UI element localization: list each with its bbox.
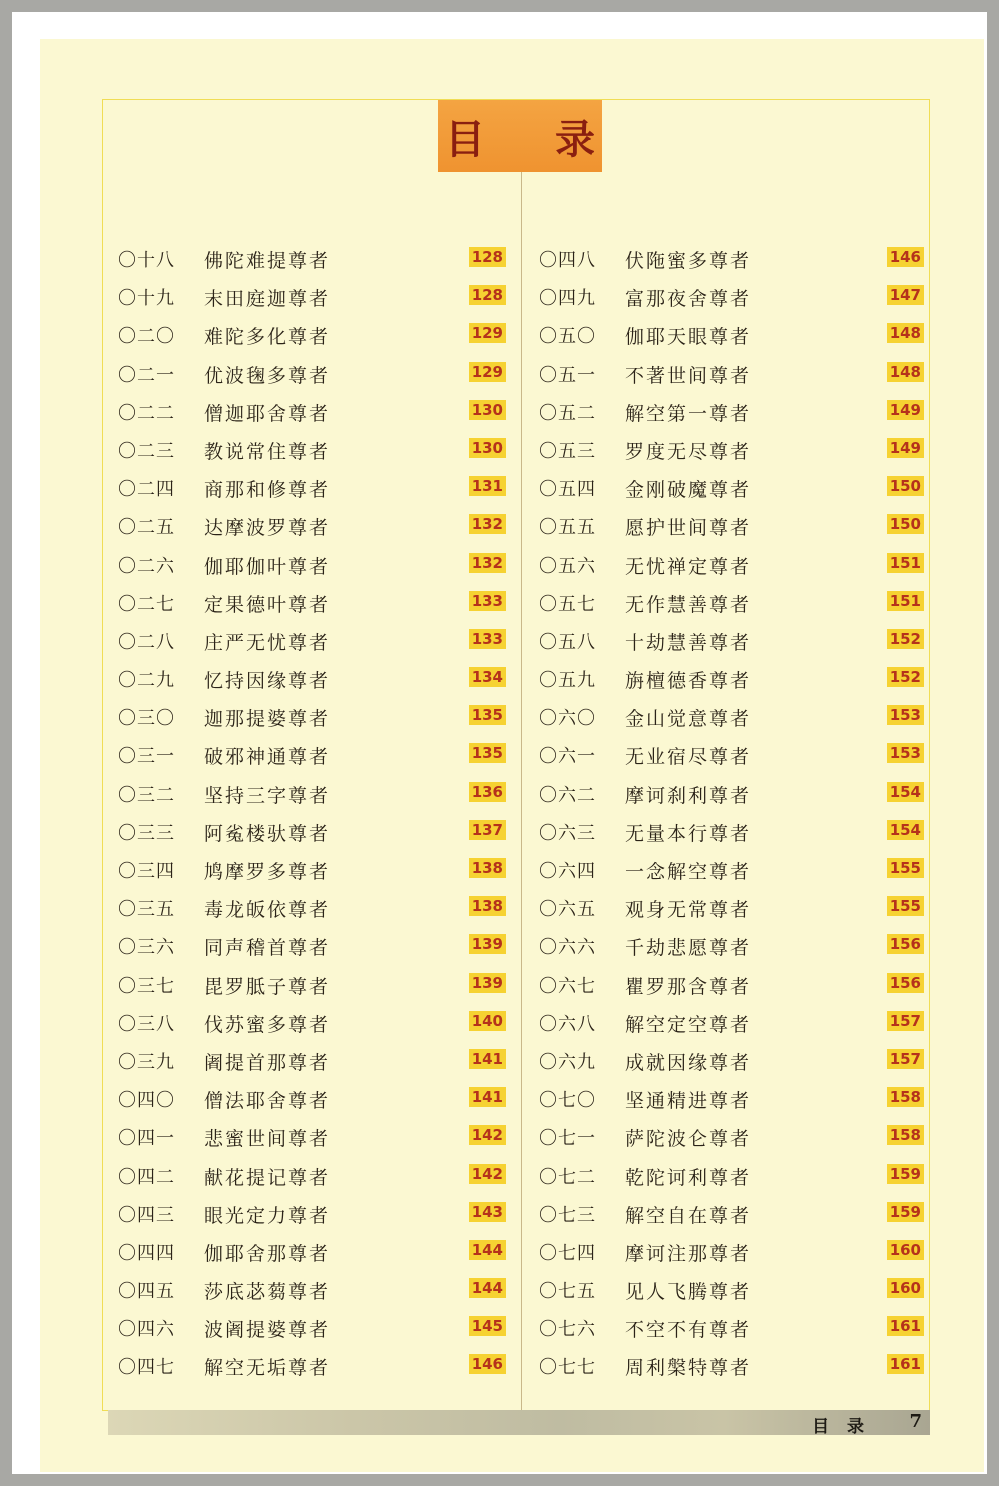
entry-page-number: 135 [469,743,506,763]
toc-entry[interactable] [118,1353,506,1391]
toc-entry[interactable] [118,1163,506,1201]
entry-number: 〇五八 [539,631,596,653]
entry-page-number: 145 [469,1316,506,1336]
entry-page-number: 161 [887,1316,924,1336]
entry-number: 〇六二 [539,784,596,806]
toc-entry[interactable] [539,437,924,475]
entry-title: 伐苏蜜多尊者 [204,1013,331,1036]
entry-page-number: 130 [469,400,506,420]
entry-page-number: 150 [887,514,924,534]
entry-number: 〇二三 [118,440,175,462]
toc-entry[interactable] [118,1048,506,1086]
entry-number: 〇六六 [539,937,596,959]
entry-page-number: 152 [887,667,924,687]
entry-page-number: 136 [469,782,506,802]
entry-page-number: 154 [887,820,924,840]
toc-entry[interactable] [118,284,506,322]
entry-page-number: 135 [469,705,506,725]
entry-title: 教说常住尊者 [204,440,331,463]
entry-title: 悲蜜世间尊者 [204,1128,331,1151]
entry-number: 〇五三 [539,440,596,462]
entry-number: 〇七三 [539,1204,596,1226]
entry-page-number: 157 [887,1011,924,1031]
entry-number: 〇四三 [118,1204,175,1226]
toc-entry[interactable] [539,742,924,780]
entry-number: 〇三八 [118,1013,175,1035]
entry-title: 瞿罗那含尊者 [625,975,752,998]
toc-entry[interactable] [539,1086,924,1124]
entry-page-number: 153 [887,743,924,763]
entry-page-number: 148 [887,362,924,382]
entry-number: 〇二二 [118,402,175,424]
left-column [118,246,506,1392]
entry-page-number: 128 [469,247,506,267]
entry-number: 〇二四 [118,479,175,501]
entry-title: 金刚破魔尊者 [625,479,752,502]
toc-entry[interactable] [539,1315,924,1353]
toc-entry[interactable] [539,284,924,322]
toc-entry[interactable] [539,552,924,590]
toc-entry[interactable] [118,972,506,1010]
entry-page-number: 154 [887,782,924,802]
toc-entry[interactable] [118,322,506,360]
entry-page-number: 130 [469,438,506,458]
entry-page-number: 138 [469,858,506,878]
toc-page [40,39,984,1472]
entry-number: 〇三三 [118,822,175,844]
entry-page-number: 158 [887,1125,924,1145]
toc-entry[interactable] [539,857,924,895]
entry-title: 破邪神通尊者 [204,746,331,769]
entry-title: 庄严无忧尊者 [204,631,331,654]
entry-number: 〇五六 [539,555,596,577]
entry-number: 〇三七 [118,975,175,997]
toc-entry[interactable] [539,1277,924,1315]
toc-entry[interactable] [539,1124,924,1162]
footer-label: 目 录 [812,1417,870,1437]
entry-number: 〇七〇 [539,1090,596,1112]
entry-title: 无忧禅定尊者 [625,555,752,578]
entry-page-number: 134 [469,667,506,687]
entry-number: 〇五九 [539,670,596,692]
entry-number: 〇三五 [118,899,175,921]
entry-title: 无量本行尊者 [625,822,752,845]
entry-page-number: 143 [469,1202,506,1222]
entry-title: 无作慧善尊者 [625,593,752,616]
toc-entry[interactable] [539,895,924,933]
entry-page-number: 128 [469,285,506,305]
entry-page-number: 129 [469,362,506,382]
entry-number: 〇七二 [539,1166,596,1188]
page-number: 7 [909,1411,922,1432]
entry-number: 〇六一 [539,746,596,768]
entry-title: 鸠摩罗多尊者 [204,861,331,883]
toc-entry[interactable] [118,361,506,399]
entry-page-number: 132 [469,514,506,534]
entry-title: 解空定空尊者 [625,1013,752,1036]
toc-entry[interactable] [539,475,924,513]
toc-entry[interactable] [118,437,506,475]
entry-title: 阇提首那尊者 [204,1051,331,1074]
toc-entry[interactable] [118,1201,506,1239]
toc-entry[interactable] [539,1048,924,1086]
entry-number: 〇三二 [118,784,175,806]
entry-number: 〇二八 [118,631,175,653]
entry-title: 无业宿尽尊者 [625,746,752,769]
entry-number: 〇三四 [118,861,175,882]
toc-entry[interactable] [118,895,506,933]
entry-number: 〇二〇 [118,326,175,348]
toc-entry[interactable] [118,857,506,895]
toc-entry[interactable] [539,590,924,628]
entry-title: 伽耶舍那尊者 [204,1242,331,1265]
entry-number: 〇六五 [539,899,596,921]
entry-title: 迦那提婆尊者 [204,708,331,731]
entry-page-number: 146 [469,1354,506,1374]
entry-title: 愿护世间尊者 [625,517,752,540]
entry-page-number: 139 [469,973,506,993]
title-banner [438,100,623,172]
entry-title: 佛陀难提尊者 [204,250,331,272]
toc-entry[interactable] [539,1201,924,1239]
entry-title: 解空无垢尊者 [204,1357,331,1380]
toc-entry[interactable] [118,1239,506,1277]
entry-title: 眼光定力尊者 [204,1204,331,1227]
entry-title: 不空不有尊者 [625,1319,752,1342]
entry-title: 同声稽首尊者 [204,937,331,960]
toc-entry[interactable] [539,361,924,399]
entry-title: 金山觉意尊者 [625,708,752,731]
toc-entry[interactable] [118,933,506,971]
entry-title: 坚持三字尊者 [204,784,331,807]
entry-page-number: 144 [469,1240,506,1260]
page-frame [12,12,987,1474]
entry-page-number: 149 [887,438,924,458]
entry-number: 〇三九 [118,1051,175,1073]
toc-entry[interactable] [539,933,924,971]
entry-number: 〇二五 [118,517,175,539]
toc-entry[interactable] [539,628,924,666]
entry-page-number: 144 [469,1278,506,1298]
entry-number: 〇五一 [539,364,596,386]
entry-number: 〇六七 [539,975,596,997]
column-divider [521,172,522,1410]
entry-number: 〇三六 [118,937,175,959]
toc-entry[interactable] [539,819,924,857]
entry-page-number: 150 [887,476,924,496]
toc-entry[interactable] [539,972,924,1010]
entry-title: 难陀多化尊者 [204,326,331,349]
entry-page-number: 152 [887,629,924,649]
entry-title: 定果德叶尊者 [204,593,331,616]
entry-number: 〇六〇 [539,708,596,730]
toc-entry[interactable] [118,552,506,590]
entry-number: 〇七六 [539,1319,596,1341]
entry-title: 波阇提婆尊者 [204,1319,331,1342]
toc-entry[interactable] [118,1124,506,1162]
toc-entry[interactable] [539,1010,924,1048]
entry-page-number: 156 [887,934,924,954]
entry-title: 僧法耶舍尊者 [204,1090,331,1113]
toc-entry[interactable] [539,1353,924,1391]
toc-entry[interactable] [118,666,506,704]
entry-page-number: 159 [887,1164,924,1184]
entry-number: 〇十九 [118,288,175,310]
entry-number: 〇五四 [539,479,596,501]
toc-entry[interactable] [539,1239,924,1277]
entry-page-number: 155 [887,858,924,878]
entry-title: 乾陀诃利尊者 [625,1166,752,1189]
entry-number: 〇四一 [118,1128,175,1150]
entry-number: 〇六三 [539,822,596,844]
toc-entry[interactable] [118,781,506,819]
entry-number: 〇三〇 [118,708,175,730]
entry-page-number: 131 [469,476,506,496]
entry-number: 〇四五 [118,1281,175,1303]
entry-number: 〇五五 [539,517,596,539]
entry-page-number: 132 [469,553,506,573]
entry-number: 〇六九 [539,1051,596,1073]
entry-title: 伏陁蜜多尊者 [625,250,752,272]
toc-entry[interactable] [118,628,506,666]
entry-title: 周利槃特尊者 [625,1357,752,1380]
entry-number: 〇七一 [539,1128,596,1150]
entry-page-number: 142 [469,1164,506,1184]
entry-number: 〇二一 [118,364,175,386]
entry-title: 旃檀德香尊者 [625,670,752,693]
entry-number: 〇七五 [539,1281,596,1303]
entry-page-number: 149 [887,400,924,420]
entry-title: 毘罗胝子尊者 [204,975,331,998]
entry-title: 阿㝹楼驮尊者 [204,822,331,845]
entry-page-number: 155 [887,896,924,916]
entry-number: 〇四四 [118,1242,175,1264]
toc-entry[interactable] [539,1163,924,1201]
entry-title: 毒龙皈依尊者 [204,899,331,922]
entry-title: 忆持因缘尊者 [204,670,331,693]
toc-entry[interactable] [118,590,506,628]
entry-page-number: 141 [469,1087,506,1107]
entry-title: 摩诃注那尊者 [625,1242,752,1265]
footer-bar [108,1410,930,1435]
entry-number: 〇四〇 [118,1090,175,1112]
toc-entry[interactable] [118,1010,506,1048]
entry-number: 〇五二 [539,402,596,424]
entry-title: 商那和修尊者 [204,479,331,502]
toc-entry[interactable] [118,704,506,742]
entry-page-number: 160 [887,1278,924,1298]
entry-number: 〇六八 [539,1013,596,1035]
entry-title: 莎底苾蒭尊者 [204,1281,331,1304]
entry-title: 坚通精进尊者 [625,1090,752,1113]
entry-number: 〇四二 [118,1166,175,1188]
entry-title: 十劫慧善尊者 [625,631,752,654]
toc-entry[interactable] [118,819,506,857]
entry-title: 不著世间尊者 [625,364,752,387]
entry-title: 观身无常尊者 [625,899,752,922]
entry-title: 优波毱多尊者 [204,364,331,387]
toc-entry[interactable] [539,666,924,704]
entry-title: 一念解空尊者 [625,861,752,883]
toc-entry[interactable] [118,475,506,513]
toc-entry[interactable] [118,1277,506,1315]
toc-entry[interactable] [539,322,924,360]
entry-page-number: 157 [887,1049,924,1069]
entry-number: 〇二九 [118,670,175,692]
entry-page-number: 158 [887,1087,924,1107]
entry-page-number: 151 [887,591,924,611]
toc-entry[interactable] [539,399,924,437]
entry-number: 〇四七 [118,1357,175,1379]
entry-title: 解空第一尊者 [625,402,752,425]
entry-title: 罗度无尽尊者 [625,440,752,463]
entry-number: 〇五七 [539,593,596,615]
entry-page-number: 141 [469,1049,506,1069]
entry-title: 僧迦耶舍尊者 [204,402,331,425]
entry-page-number: 151 [887,553,924,573]
entry-number: 〇二六 [118,555,175,577]
entry-page-number: 147 [887,285,924,305]
toc-entry[interactable] [118,742,506,780]
entry-number: 〇五〇 [539,326,596,348]
entry-page-number: 160 [887,1240,924,1260]
entry-number: 〇七四 [539,1242,596,1264]
entry-page-number: 161 [887,1354,924,1374]
toc-entry[interactable] [118,399,506,437]
entry-page-number: 137 [469,820,506,840]
entry-number: 〇六四 [539,861,596,882]
entry-page-number: 159 [887,1202,924,1222]
entry-number: 〇十八 [118,250,175,271]
entry-title: 千劫悲愿尊者 [625,937,752,960]
entry-page-number: 142 [469,1125,506,1145]
entry-page-number: 148 [887,323,924,343]
entry-page-number: 133 [469,591,506,611]
entry-title: 末田庭迦尊者 [204,288,331,311]
entry-title: 献花提记尊者 [204,1166,331,1189]
entry-number: 〇四九 [539,288,596,310]
right-column [539,246,924,1392]
entry-title: 伽耶伽叶尊者 [204,555,331,578]
entry-title: 伽耶天眼尊者 [625,326,752,349]
entry-page-number: 156 [887,973,924,993]
entry-number: 〇七七 [539,1357,596,1379]
entry-page-number: 139 [469,934,506,954]
entry-page-number: 140 [469,1011,506,1031]
entry-page-number: 133 [469,629,506,649]
toc-entry[interactable] [539,704,924,742]
entry-page-number: 138 [469,896,506,916]
toc-entry[interactable] [118,1086,506,1124]
entry-title: 成就因缘尊者 [625,1051,752,1074]
toc-entry[interactable] [118,246,506,284]
entry-page-number: 146 [887,247,924,267]
entry-title: 萨陀波仑尊者 [625,1128,752,1151]
toc-entry[interactable] [118,513,506,551]
page-title: 目 录 [445,115,623,163]
toc-entry[interactable] [539,513,924,551]
entry-title: 见人飞腾尊者 [625,1281,752,1304]
entry-title: 富那夜舍尊者 [625,288,752,311]
entry-number: 〇四六 [118,1319,175,1341]
toc-entry[interactable] [539,781,924,819]
toc-entry[interactable] [539,246,924,284]
entry-number: 〇四八 [539,250,596,271]
entry-number: 〇二七 [118,593,175,615]
entry-title: 解空自在尊者 [625,1204,752,1227]
entry-title: 摩诃刹利尊者 [625,784,752,807]
entry-page-number: 153 [887,705,924,725]
entry-page-number: 129 [469,323,506,343]
entry-number: 〇三一 [118,746,175,768]
entry-title: 达摩波罗尊者 [204,517,331,540]
toc-entry[interactable] [118,1315,506,1353]
